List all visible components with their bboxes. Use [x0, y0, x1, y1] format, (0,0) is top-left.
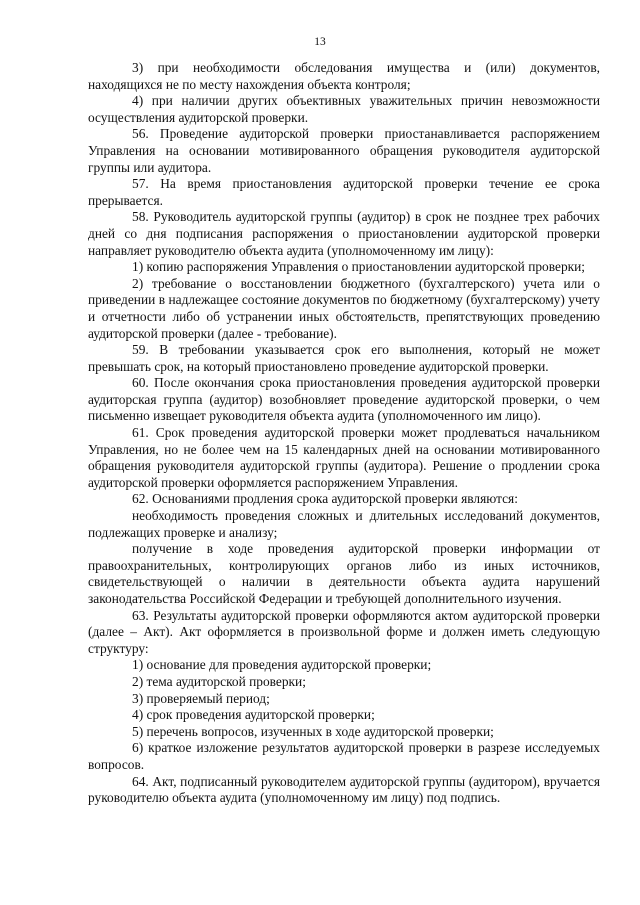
paragraph-63-item-6: 6) краткое изложение результатов аудиторской проверки в разрезе исследуемых вопросов.: [88, 740, 600, 772]
paragraph-58-item-2: 2) требование о восстановлении бюджетного (бухгалтерского) учета или о приведении в надлежащее состояние документов по бюджетному (бухгалтерскому) учету и отчетности либо об устранении иных обстоятельств, препятствующих проведению аудиторской проверки (далее - требование).: [88, 275, 600, 341]
paragraph-63-item-3: 3) проверяемый период;: [132, 690, 270, 706]
paragraph-62: 62. Основаниями продления срока аудиторской проверки являются:: [132, 491, 518, 507]
document-body: [88, 60, 600, 807]
paragraph-58-item-1: 1) копию распоряжения Управления о приостановлении аудиторской проверки;: [132, 259, 586, 275]
paragraph-60: 60. После окончания срока приостановления проведения аудиторской проверки аудиторская группа (аудитор) возобновляет проведение аудиторской проверки, о чем письменно извещает руководителя объекта аудита (уполномоченного им лицо).: [88, 375, 600, 424]
paragraph-64: 64. Акт, подписанный руководителем аудиторской группы (аудитором), вручается руководителю объекта аудита (уполномоченному им лицу) под подпись.: [88, 773, 600, 806]
paragraph-item-4: 4) при наличии других объективных уважительных причин невозможности осуществления аудиторской проверки.: [88, 93, 600, 125]
paragraph-62-ground-1: необходимость проведения сложных и длительных исследований документов, подлежащих проверке и анализу;: [88, 508, 600, 540]
paragraph-63: 63. Результаты аудиторской проверки оформляются актом аудиторской проверки (далее – Акт). Акт оформляется в произвольной форме и должен иметь следующую структуру:: [88, 607, 600, 656]
paragraph-59: 59. В требовании указывается срок его выполнения, который не может превышать срок, на который приостановлено проведение аудиторской проверки.: [88, 342, 600, 374]
paragraph-63-item-4: 4) срок проведения аудиторской проверки;: [132, 707, 375, 723]
paragraph-57: 57. На время приостановления аудиторской проверки течение ее срока прерывается.: [88, 176, 600, 208]
paragraph-item-3: 3) при необходимости обследования имущества и (или) документов, находящихся не по месту нахождения объекта контроля;: [88, 60, 600, 92]
paragraph-63-item-5: 5) перечень вопросов, изученных в ходе аудиторской проверки;: [132, 723, 494, 739]
paragraph-61: 61. Срок проведения аудиторской проверки может продлеваться начальником Управления, но не более чем на 15 календарных дней на основании мотивированного обращения руководителя аудиторской группы (аудитора). Решение о продлении срока аудиторской проверки оформляется распоряжением Управления.: [88, 425, 600, 490]
paragraph-62-ground-2: получение в ходе проведения аудиторской проверки информации от правоохранительных, контролирующих органов либо из иных источников, свидетельствующей о наличии в деятельности объекта аудита нарушений законодательства Российской Федерации и требующей дополнительного изучения.: [88, 541, 600, 606]
paragraph-58: 58. Руководитель аудиторской группы (аудитор) в срок не позднее трех рабочих дней со дня подписания распоряжения о приостановлении аудиторской проверки направляет руководителю объекта аудита (уполномоченному им лицу):: [88, 209, 600, 258]
paragraph-63-item-1: 1) основание для проведения аудиторской проверки;: [132, 657, 432, 673]
paragraph-56: 56. Проведение аудиторской проверки приостанавливается распоряжением Управления на основании мотивированного обращения руководителя аудиторской группы или аудитора.: [88, 126, 600, 175]
page-number: 13: [314, 36, 326, 48]
paragraph-63-item-2: 2) тема аудиторской проверки;: [132, 673, 306, 689]
